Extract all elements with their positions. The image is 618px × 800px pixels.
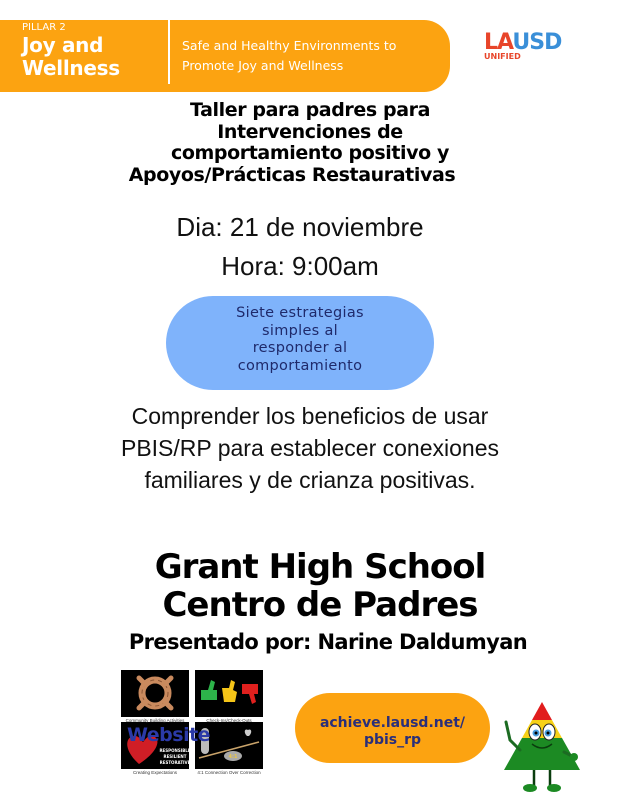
description-line: Comprender los beneficios de usar — [131, 403, 489, 429]
description-line: PBIS/RP para establecer conexiones — [120, 435, 500, 461]
pillar-banner — [0, 20, 450, 92]
check-ins-thumbnail[interactable] — [195, 670, 263, 717]
website-link-pill[interactable] — [295, 693, 490, 763]
thumbnail-caption: Creating Expectations — [132, 770, 178, 775]
strategies-line: comportamiento — [237, 357, 363, 374]
event-date: Dia: 21 de noviembre — [176, 212, 424, 242]
workshop-title — [60, 100, 560, 186]
banner-subtitle — [182, 36, 396, 76]
description — [60, 400, 560, 496]
svg-text:RESTORATIVE: RESTORATIVE — [159, 760, 189, 765]
logo-wordmark — [484, 32, 584, 54]
website-link-overlay[interactable]: Website — [127, 724, 211, 746]
workshop-title-line: Intervenciones de — [217, 120, 403, 143]
strategies-pill — [166, 296, 434, 390]
lausd-logo — [484, 32, 584, 62]
strategies-line: responder al — [252, 340, 348, 356]
pbis-triangle-mascot-icon — [500, 700, 585, 795]
website-url-line-2[interactable]: pbis_rp — [363, 732, 422, 748]
event-time: Hora: 9:00am — [221, 251, 379, 281]
workshop-title-line: Taller para padres para — [189, 99, 431, 121]
thumbnail-caption: Check-Ins/Check-Outs — [206, 718, 252, 723]
workshop-title-line: comportamiento positivo y — [170, 142, 450, 164]
banner-divider — [168, 20, 170, 84]
description-line: familiares y de crianza positivas. — [144, 467, 476, 493]
logo-la: LA — [484, 30, 513, 55]
pillar-title-line-1: Joy and — [22, 33, 104, 57]
pillar-label: PILLAR 2 — [22, 22, 66, 33]
community-building-thumbnail[interactable] — [121, 670, 189, 717]
strategies-line: simples al — [262, 322, 338, 339]
logo-usd: USD — [512, 30, 562, 55]
workshop-title-line: Apoyos/Prácticas Restaurativas — [128, 163, 456, 186]
strategies-line: Siete estrategias — [236, 305, 364, 321]
thumbnail-caption: Community Building Activities — [125, 718, 185, 723]
svg-text:4:1: 4:1 — [228, 754, 238, 760]
parent-center: Centro de Padres — [162, 585, 478, 625]
thumbnail-caption: 4:1 Connection Over Correction — [197, 770, 261, 775]
school-name: Grant High School — [154, 547, 486, 587]
website-url-line-1[interactable]: achieve.lausd.net/ — [319, 715, 466, 731]
pillar-title-line-2: Wellness — [22, 56, 120, 80]
logo-subtitle: UNIFIED — [484, 52, 521, 61]
presenter: Presentado por: Narine Daldumyan — [128, 630, 528, 654]
svg-text:RESPONSIBLE: RESPONSIBLE — [159, 748, 189, 753]
website-thumbnail-grid[interactable] — [121, 670, 265, 800]
svg-text:RESILIENT: RESILIENT — [163, 754, 187, 759]
banner-subtitle-line-1: Safe and Healthy Environments to — [182, 38, 397, 53]
pillar-title — [22, 34, 120, 80]
hands-circle-icon — [121, 670, 189, 717]
location-title — [0, 548, 618, 624]
banner-subtitle-line-2: Promote Joy and Wellness — [182, 58, 344, 73]
thumbs-icon — [195, 670, 263, 717]
